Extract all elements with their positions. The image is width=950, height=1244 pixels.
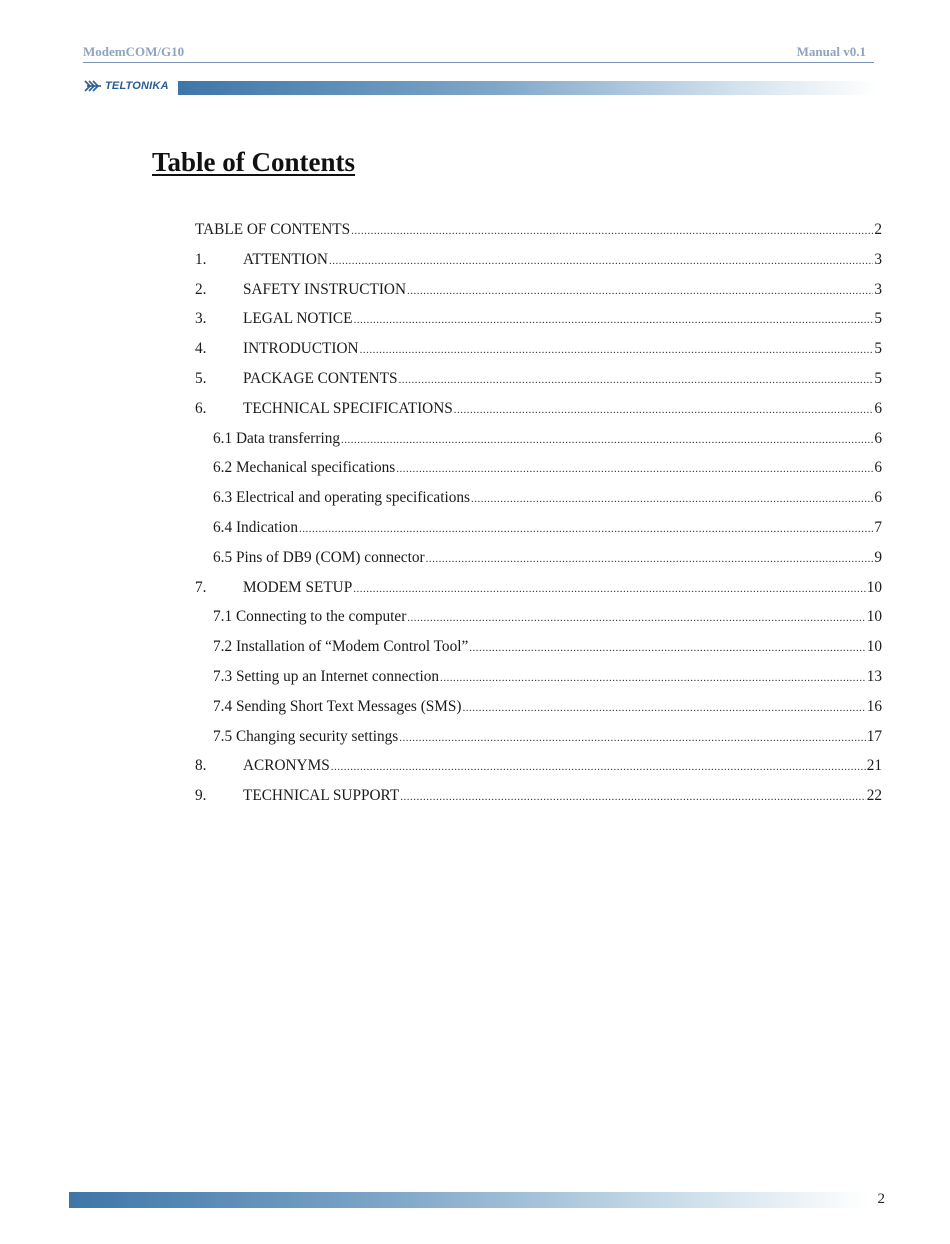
toc-entry-label[interactable]: 7.1 Connecting to the computer: [213, 608, 407, 626]
toc-dot-leader: [399, 369, 874, 391]
toc-entry[interactable]: [213, 547, 882, 569]
toc-entry-label[interactable]: TABLE OF CONTENTS: [195, 221, 351, 238]
toc-entry-page[interactable]: 7: [874, 519, 882, 536]
toc-entry-label[interactable]: MODEM SETUP: [243, 578, 353, 596]
toc-entry-page[interactable]: 22: [866, 787, 882, 805]
footer-gradient-band: [69, 1192, 869, 1208]
toc-dot-leader: [341, 429, 873, 451]
toc-entry-label[interactable]: 6.4 Indication: [213, 519, 298, 536]
toc-entry-page[interactable]: 6: [874, 489, 882, 507]
toc-entry[interactable]: [213, 517, 882, 539]
toc-entry-number: 8.: [195, 757, 207, 775]
toc-entry-label[interactable]: ACRONYMS: [243, 757, 330, 775]
toc-dot-leader: [463, 697, 866, 719]
toc-dot-leader: [353, 309, 873, 331]
toc-entry-label[interactable]: 6.2 Mechanical specifications: [213, 459, 396, 477]
toc-entry-page[interactable]: 5: [874, 370, 882, 387]
toc-entry-label[interactable]: LEGAL NOTICE: [243, 310, 353, 328]
toc-entry[interactable]: [213, 487, 882, 509]
toc-dot-leader: [440, 667, 866, 689]
header-gradient-band: [178, 81, 878, 95]
toc-entry[interactable]: [213, 457, 882, 479]
toc-entry-page[interactable]: 6: [874, 459, 882, 477]
toc-dot-leader: [407, 280, 873, 302]
toc-entry-number: 1.: [195, 250, 207, 268]
toc-entry[interactable]: [195, 755, 882, 777]
toc-dot-leader: [353, 578, 865, 600]
toc-dot-leader: [471, 488, 873, 510]
toc-dot-leader: [407, 607, 865, 629]
toc-entry[interactable]: [195, 249, 882, 271]
toc-entry-number: 7.: [195, 578, 207, 596]
toc-entry-page[interactable]: 9: [874, 548, 882, 566]
toc-dot-leader: [396, 458, 873, 480]
toc-dot-leader: [469, 637, 865, 659]
toc-entry-label[interactable]: TECHNICAL SUPPORT: [243, 787, 400, 805]
toc-entry-page[interactable]: 3: [874, 280, 882, 298]
toc-entry[interactable]: [195, 398, 882, 420]
toc-entry-number: 9.: [195, 787, 207, 805]
logo-text: TELTONIKA: [105, 80, 169, 92]
toc-entry-page[interactable]: 10: [866, 578, 882, 596]
toc-dot-leader: [426, 548, 874, 570]
toc-entry[interactable]: [213, 726, 882, 748]
toc-entry[interactable]: [195, 338, 882, 360]
toc-entry-page[interactable]: 10: [866, 638, 882, 656]
toc-entry-number: 3.: [195, 310, 207, 328]
toc-dot-leader: [399, 727, 865, 749]
toc-entry-label[interactable]: 6.1 Data transferring: [213, 429, 340, 447]
toc-entry-page[interactable]: 6: [874, 399, 882, 417]
toc-entry-number: 5.: [195, 370, 207, 387]
toc-entry[interactable]: [195, 279, 882, 301]
toc-dot-leader: [299, 518, 873, 540]
teltonika-mark-icon: [83, 78, 103, 94]
toc-entry[interactable]: [213, 606, 882, 628]
toc-entry-label[interactable]: 6.5 Pins of DB9 (COM) connector: [213, 548, 425, 566]
toc-entry[interactable]: [195, 577, 882, 599]
toc-dot-leader: [351, 220, 873, 242]
toc-entry[interactable]: [213, 666, 882, 688]
toc-entry-label[interactable]: SAFETY INSTRUCTION: [243, 280, 407, 298]
toc-entry[interactable]: [213, 636, 882, 658]
toc-entry-label[interactable]: ATTENTION: [243, 250, 328, 268]
toc-entry-label[interactable]: 7.3 Setting up an Internet connection: [213, 668, 439, 685]
header-doc-title: ModemCOM/G10: [83, 44, 185, 59]
toc-entry-label[interactable]: 7.5 Changing security settings: [213, 727, 399, 745]
toc-entry[interactable]: [195, 368, 882, 390]
toc-entry-page[interactable]: 21: [866, 757, 882, 775]
toc-entry-page[interactable]: 3: [874, 250, 882, 268]
toc-entry-label[interactable]: 7.4 Sending Short Text Messages (SMS): [213, 697, 462, 715]
toc-dot-leader: [400, 786, 866, 808]
toc-entry-page[interactable]: 5: [874, 310, 882, 328]
toc-entry-number: 6.: [195, 399, 207, 417]
toc-entry-number: 4.: [195, 340, 207, 358]
header-manual-version: Manual v0.1: [796, 44, 866, 59]
toc-dot-leader: [329, 250, 873, 272]
toc-entry-page[interactable]: 5: [874, 340, 882, 358]
toc-dot-leader: [454, 399, 874, 421]
toc-dot-leader: [360, 339, 874, 361]
toc-entry[interactable]: [195, 219, 882, 241]
header-divider: [83, 62, 874, 63]
toc-entry-page[interactable]: 6: [874, 429, 882, 447]
toc-entry[interactable]: [213, 428, 882, 450]
teltonika-logo: [83, 77, 169, 95]
toc-entry-page[interactable]: 16: [866, 697, 882, 715]
toc-entry-page[interactable]: 10: [866, 608, 882, 626]
toc-entry-page[interactable]: 13: [866, 668, 882, 685]
toc-entry-label[interactable]: PACKAGE CONTENTS: [243, 370, 398, 387]
toc-entry[interactable]: [213, 696, 882, 718]
toc-dot-leader: [331, 756, 866, 778]
toc-entry-number: 2.: [195, 280, 207, 298]
toc-entry-page[interactable]: 17: [866, 727, 882, 745]
toc-entry[interactable]: [195, 785, 882, 807]
toc-entry-label[interactable]: TECHNICAL SPECIFICATIONS: [243, 399, 453, 417]
toc-entry-label[interactable]: 6.3 Electrical and operating specifications: [213, 489, 470, 507]
toc-entry-label[interactable]: INTRODUCTION: [243, 340, 359, 358]
page-number: 2: [877, 1191, 885, 1207]
toc-entry-label[interactable]: 7.2 Installation of “Modem Control Tool”: [213, 638, 469, 656]
page-title: Table of Contents: [152, 147, 356, 177]
toc-entry[interactable]: [195, 308, 882, 330]
toc-entry-page[interactable]: 2: [874, 221, 882, 238]
